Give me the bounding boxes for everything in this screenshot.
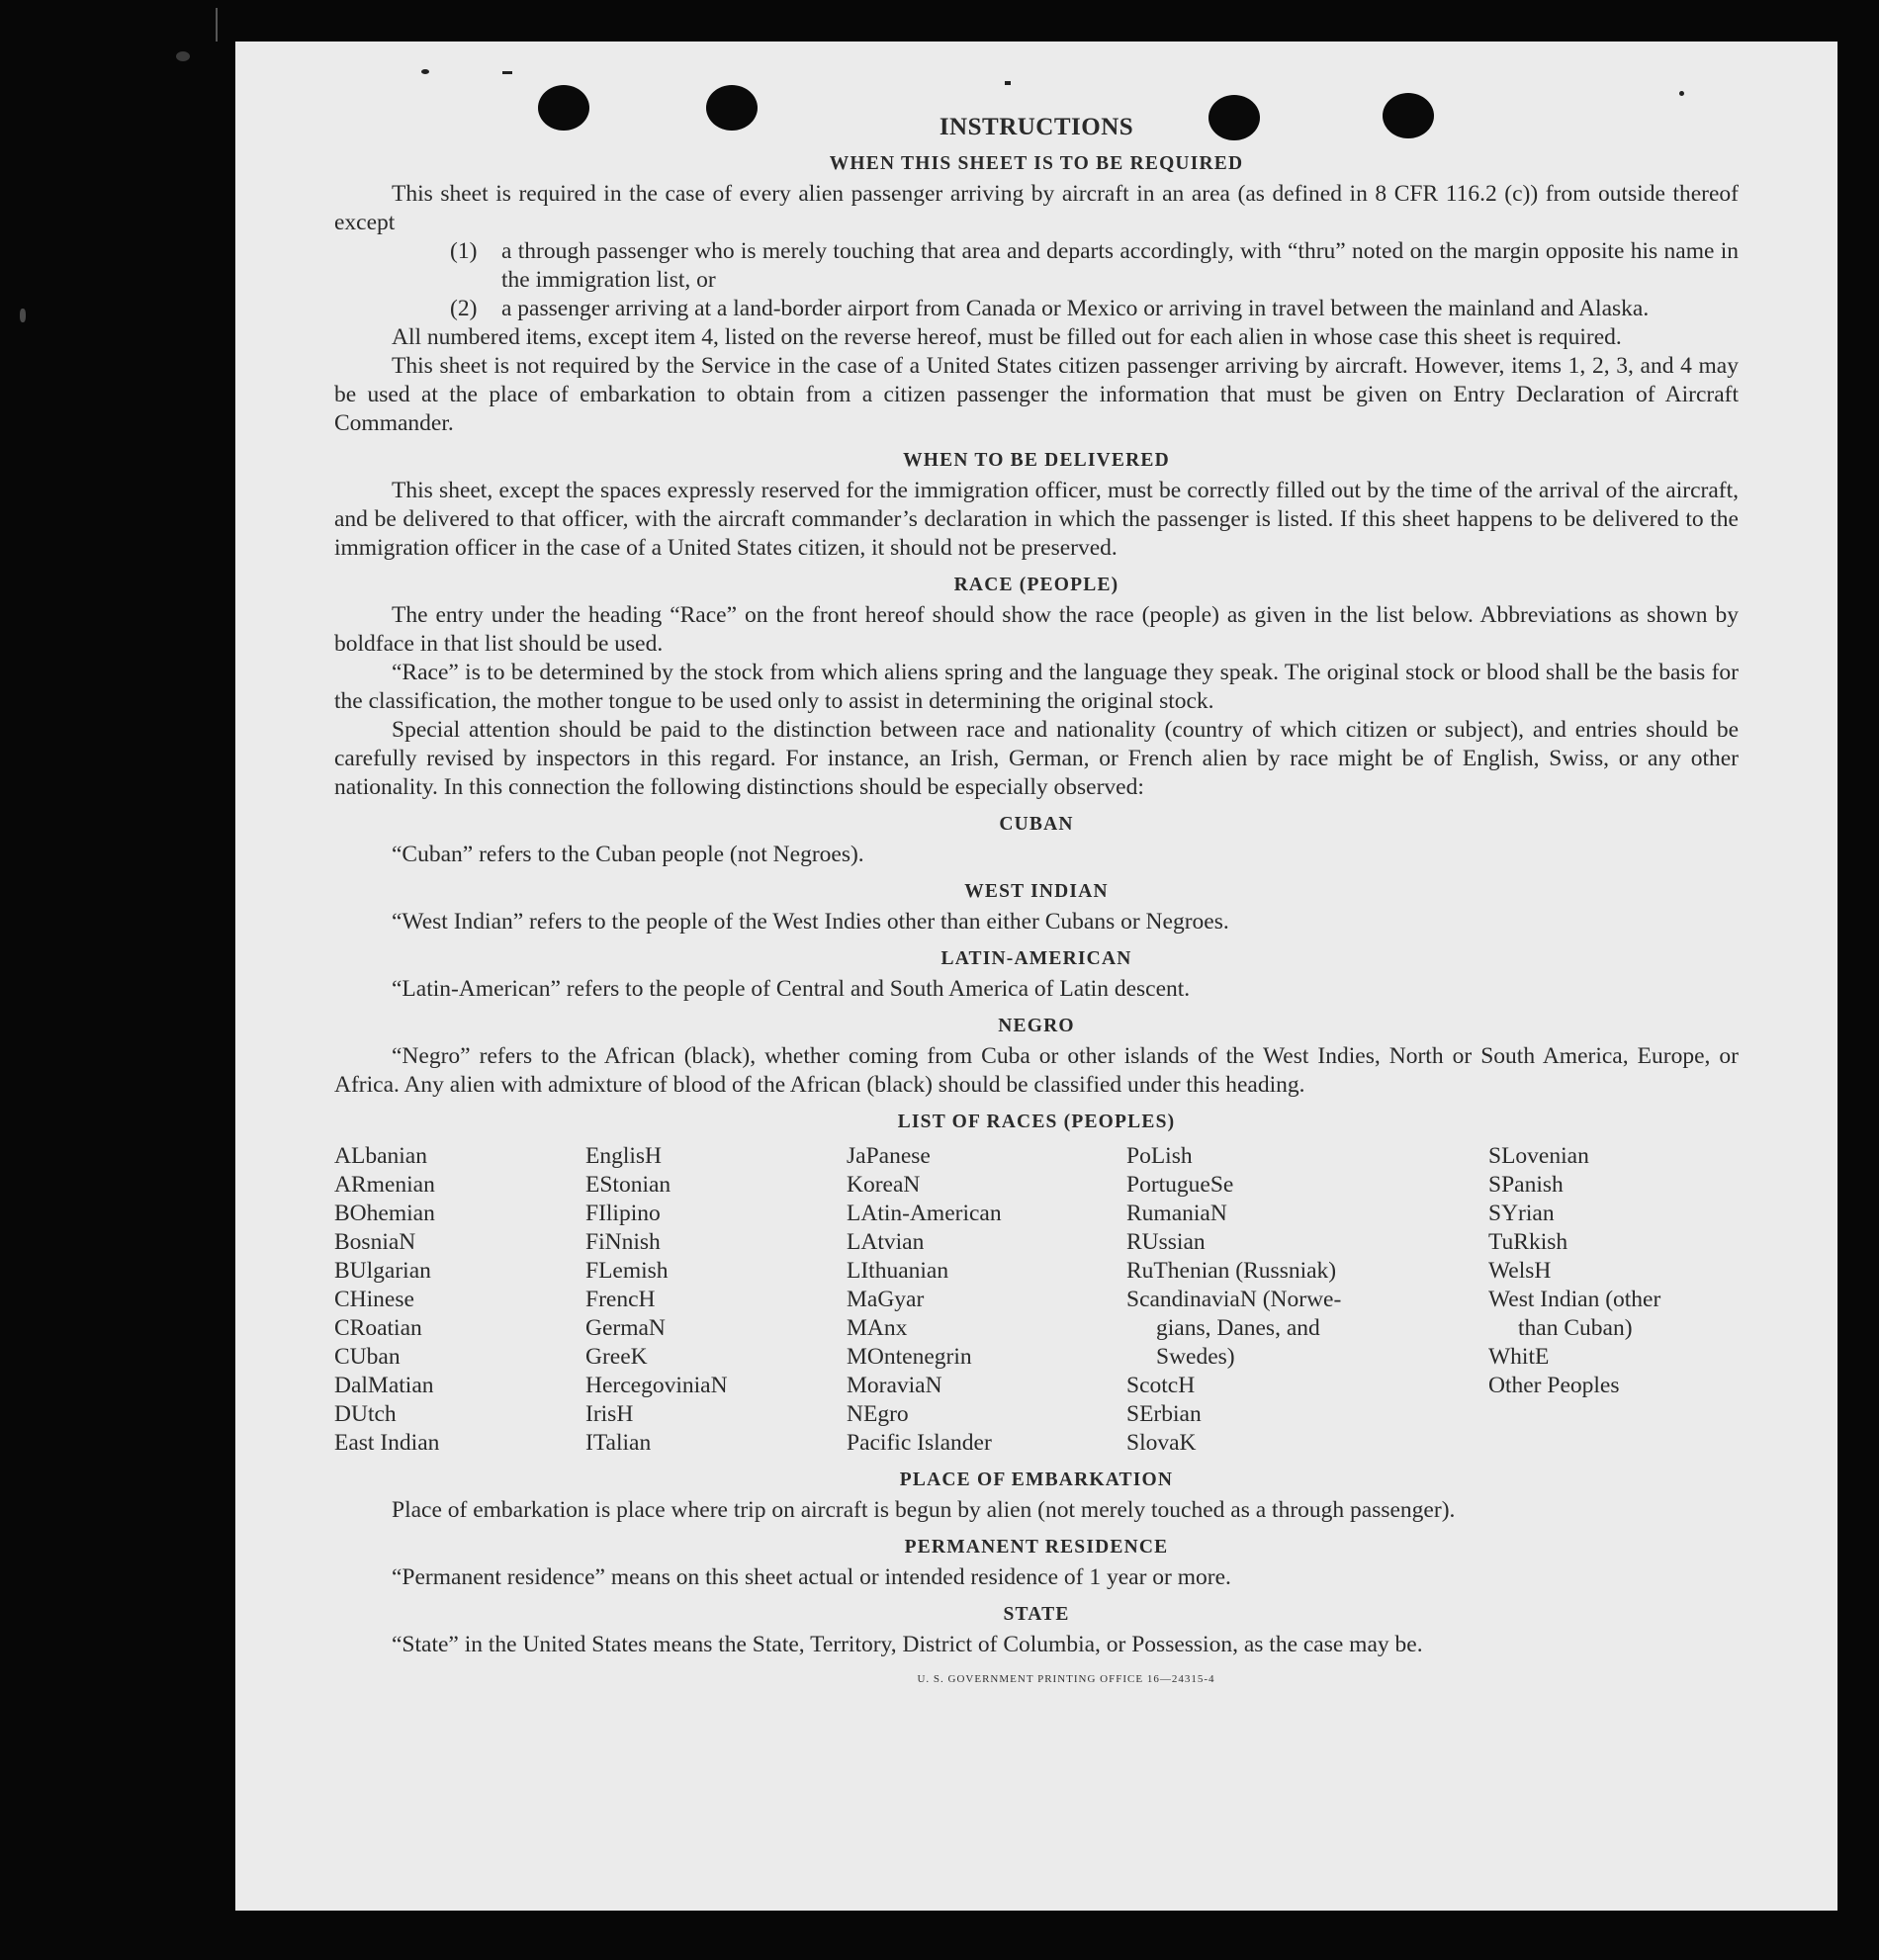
race-entry: SYrian bbox=[1488, 1201, 1555, 1226]
race-entry: SErbian bbox=[1126, 1401, 1202, 1427]
race-entry: Pacific Islander bbox=[847, 1430, 992, 1456]
race-entry: EStonian bbox=[585, 1172, 671, 1198]
race-entry-continued: than Cuban) bbox=[1518, 1315, 1633, 1341]
scan-artifact bbox=[176, 51, 190, 61]
ink-speck bbox=[502, 71, 512, 74]
races-column bbox=[1488, 1142, 1739, 1458]
race-entry: PoLish bbox=[1126, 1143, 1193, 1169]
race-entry: DUtch bbox=[334, 1401, 397, 1427]
race-entry: ScandinaviaN (Norwe- bbox=[1126, 1287, 1342, 1312]
race-entry: FLemish bbox=[585, 1258, 669, 1284]
races-column bbox=[1126, 1142, 1488, 1458]
paragraph: “Permanent residence” means on this sheet actual or intended residence of 1 year or more. bbox=[392, 1564, 1231, 1590]
item-number: (2) bbox=[450, 296, 478, 321]
instructions-content bbox=[334, 113, 1739, 1694]
race-entry: RuThenian (Russniak) bbox=[1126, 1258, 1337, 1284]
heading-list-of-races: LIST OF RACES (PEOPLES) bbox=[897, 1112, 1176, 1132]
race-entry: RUssian bbox=[1126, 1229, 1206, 1255]
race-entry: ITalian bbox=[585, 1430, 652, 1456]
race-entry: LAtin-American bbox=[847, 1201, 1002, 1226]
race-entry: ScotcH bbox=[1126, 1373, 1196, 1398]
heading-race: RACE (PEOPLE) bbox=[953, 575, 1119, 595]
race-entry: CRoatian bbox=[334, 1315, 422, 1341]
race-entry: SPanish bbox=[1488, 1172, 1564, 1198]
ink-speck bbox=[1005, 81, 1011, 85]
paragraph: The entry under the heading “Race” on the front hereof should show the race (people) as given in the list below. Abbreviations as shown by boldface in that list should be used. bbox=[334, 602, 1739, 657]
paragraph: “State” in the United States means the State, Territory, District of Columbia, or Possession, as the case may be. bbox=[392, 1632, 1423, 1657]
race-entry: RumaniaN bbox=[1126, 1201, 1227, 1226]
scan-artifact bbox=[216, 8, 218, 42]
item-number: (1) bbox=[450, 238, 478, 264]
paragraph: “West Indian” refers to the people of the West Indies other than either Cubans or Negroes. bbox=[392, 909, 1229, 935]
paragraph: Place of embarkation is place where trip on aircraft is begun by alien (not merely touched as a through passenger). bbox=[392, 1497, 1456, 1523]
paragraph: “Race” is to be determined by the stock from which aliens spring and the language they speak. The original stock or blood shall be the basis for the classification, the mother tongue to be used only to assist in determining the original stock. bbox=[334, 660, 1739, 714]
heading-residence: PERMANENT RESIDENCE bbox=[904, 1537, 1169, 1558]
document-page bbox=[235, 42, 1837, 1911]
races-list bbox=[334, 1142, 1739, 1458]
heading-state: STATE bbox=[1003, 1604, 1070, 1625]
heading-latin-american: LATIN-AMERICAN bbox=[940, 948, 1132, 969]
race-entry: LAtvian bbox=[847, 1229, 925, 1255]
race-entry: IrisH bbox=[585, 1401, 634, 1427]
races-column bbox=[585, 1142, 847, 1458]
printer-imprint: U. S. GOVERNMENT PRINTING OFFICE 16—24315-4 bbox=[917, 1673, 1215, 1685]
race-entry: NEgro bbox=[847, 1401, 909, 1427]
item-text: a through passenger who is merely touching that area and departs accordingly, with “thru” noted on the margin opposite his name in the immigration list, or bbox=[501, 238, 1739, 293]
paragraph: This sheet, except the spaces expressly reserved for the immigration officer, must be correctly filled out by the time of the arrival of the aircraft, and be delivered to that officer, with the aircraft commander’s declaration in which the passenger is listed. If this sheet happens to be delivered to the immigration officer in the case of a United States citizen, it should not be preserved. bbox=[334, 478, 1739, 561]
race-entry: Other Peoples bbox=[1488, 1373, 1620, 1398]
race-entry: MAnx bbox=[847, 1315, 908, 1341]
race-entry: MaGyar bbox=[847, 1287, 925, 1312]
race-entry: KoreaN bbox=[847, 1172, 921, 1198]
race-entry: SlovaK bbox=[1126, 1430, 1197, 1456]
race-entry: BOhemian bbox=[334, 1201, 435, 1226]
races-column bbox=[334, 1142, 585, 1458]
race-entry: FIlipino bbox=[585, 1201, 661, 1226]
race-entry: HercegoviniaN bbox=[585, 1373, 728, 1398]
race-entry: EnglisH bbox=[585, 1143, 663, 1169]
paragraph: This sheet is required in the case of every alien passenger arriving by aircraft in an area (as defined in 8 CFR 116.2 (c)) from outside thereof except bbox=[334, 181, 1739, 235]
heading-when-delivered: WHEN TO BE DELIVERED bbox=[903, 450, 1170, 471]
ink-speck bbox=[1679, 91, 1684, 96]
race-entry: ALbanian bbox=[334, 1143, 427, 1169]
paragraph: “Negro” refers to the African (black), whether coming from Cuba or other islands of the West Indies, North or South America, Europe, or Africa. Any alien with admixture of blood of the African (black) should be classified under this heading. bbox=[334, 1043, 1739, 1098]
race-entry: East Indian bbox=[334, 1430, 440, 1456]
race-entry: CHinese bbox=[334, 1287, 414, 1312]
ink-speck bbox=[421, 69, 429, 74]
races-column bbox=[847, 1142, 1126, 1458]
race-entry: GreeK bbox=[585, 1344, 648, 1370]
race-entry-continued: gians, Danes, and bbox=[1156, 1315, 1320, 1341]
heading-cuban: CUBAN bbox=[999, 814, 1074, 835]
race-entry: TuRkish bbox=[1488, 1229, 1568, 1255]
heading-negro: NEGRO bbox=[998, 1016, 1075, 1036]
race-entry: JaPanese bbox=[847, 1143, 931, 1169]
heading-when-required: WHEN THIS SHEET IS TO BE REQUIRED bbox=[829, 153, 1244, 174]
race-entry: DalMatian bbox=[334, 1373, 434, 1398]
paragraph: Special attention should be paid to the distinction between race and nationality (country of which citizen or subject), and entries should be carefully revised by inspectors in this regard. For instance, an Irish, German, or French alien by race might be of English, Swiss, or any other nationality. In this connection the following distinctions should be especially observed: bbox=[334, 717, 1739, 800]
race-entry: BUlgarian bbox=[334, 1258, 431, 1284]
race-entry: WhitE bbox=[1488, 1344, 1550, 1370]
race-entry: PortugueSe bbox=[1126, 1172, 1234, 1198]
scan-artifact bbox=[20, 309, 26, 322]
paragraph: All numbered items, except item 4, listed on the reverse hereof, must be filled out for each alien in whose case this sheet is required. bbox=[392, 324, 1622, 350]
heading-embarkation: PLACE OF EMBARKATION bbox=[899, 1470, 1174, 1490]
paragraph: “Cuban” refers to the Cuban people (not Negroes). bbox=[392, 842, 864, 867]
heading-west-indian: WEST INDIAN bbox=[964, 881, 1109, 902]
race-entry: SLovenian bbox=[1488, 1143, 1589, 1169]
list-item bbox=[334, 237, 1739, 295]
race-entry: FiNnish bbox=[585, 1229, 661, 1255]
item-text: a passenger arriving at a land-border airport from Canada or Mexico or arriving in travel between the mainland and Alaska. bbox=[501, 296, 1650, 321]
race-entry: FrencH bbox=[585, 1287, 656, 1312]
race-entry: MOntenegrin bbox=[847, 1344, 972, 1370]
race-entry: MoraviaN bbox=[847, 1373, 942, 1398]
list-item bbox=[334, 295, 1739, 323]
page-title: INSTRUCTIONS bbox=[939, 114, 1134, 140]
race-entry: WelsH bbox=[1488, 1258, 1552, 1284]
paragraph: This sheet is not required by the Service in the case of a United States citizen passenger arriving by aircraft. However, items 1, 2, 3, and 4 may be used at the place of embarkation to obtain from a citizen passenger the information that must be given on Entry Declaration of Aircraft Commander. bbox=[334, 353, 1739, 436]
race-entry: LIthuanian bbox=[847, 1258, 949, 1284]
paragraph: “Latin-American” refers to the people of Central and South America of Latin descent. bbox=[392, 976, 1191, 1002]
race-entry: GermaN bbox=[585, 1315, 666, 1341]
race-entry: ARmenian bbox=[334, 1172, 435, 1198]
race-entry: CUban bbox=[334, 1344, 401, 1370]
race-entry: West Indian (other bbox=[1488, 1287, 1661, 1312]
race-entry: BosniaN bbox=[334, 1229, 416, 1255]
race-entry-continued: Swedes) bbox=[1156, 1344, 1235, 1370]
